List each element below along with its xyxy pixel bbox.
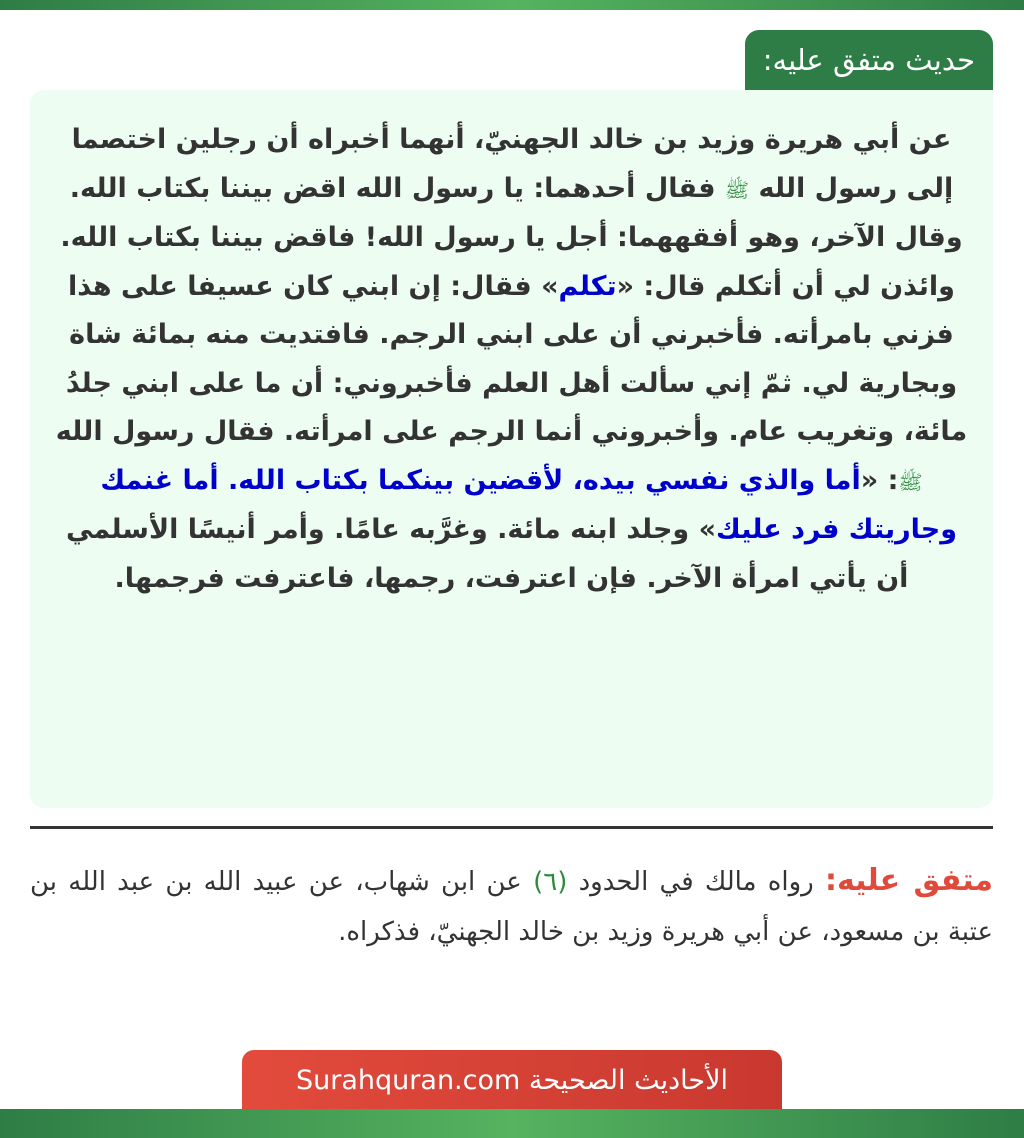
hadith-title: حديث متفق عليه: <box>762 43 975 77</box>
hadith-text-segment: فقال أحدهما: يا رسول الله اقض بيننا بكتاب الله. وقال الآخر، وهو أفقههما: أجل يا رسول الله! فاقض بيننا بكتاب الله. وائذن لي أن أتكلم قال: « <box>60 172 963 302</box>
site-footer-tab[interactable] <box>242 1050 782 1109</box>
source-number: (٦) <box>533 867 568 897</box>
hadith-body <box>48 116 975 603</box>
hadith-text-segment: عن أبي هريرة وزيد بن خالد الجهنيّ، أنهما أخبراه أن رجلين اختصما إلى رسول الله <box>71 124 954 204</box>
prophet-quote: أما والذي نفسي بيده، لأقضين بينكما بكتاب الله. أما غنمك وجاريتك فرد عليك <box>100 464 958 545</box>
source-label: متفق عليه: <box>824 863 994 898</box>
prophet-quote: تكلم <box>558 270 617 302</box>
source-text: رواه مالك في الحدود <box>567 867 825 897</box>
salawat-icon: ﷺ <box>898 469 923 494</box>
hadith-title-tab <box>745 30 993 90</box>
hadith-text-segment: » وجلد ابنه مائة. وغرَّبه عامًا. وأمر أنيسًا الأسلمي أن يأتي امرأة الآخر. فإن اعترفت، رجمها، فاعترفت فرجمها. <box>65 514 909 594</box>
bottom-decorative-bar <box>0 1109 1024 1138</box>
hadith-text-box <box>30 90 993 808</box>
hadith-text-segment: : « <box>860 464 899 496</box>
site-footer-label: الأحاديث الصحيحة Surahquran.com <box>296 1065 728 1096</box>
source-text: عن ابن شهاب، عن عبيد الله بن عبد الله بن عتبة بن مسعود، عن أبي هريرة وزيد بن خالد الجهنيّ، فذكراه. <box>30 867 993 947</box>
section-divider <box>30 826 993 829</box>
hadith-text-segment: » فقال: إن ابني كان عسيفا على هذا فزني بامرأته. فأخبرني أن على ابني الرجم. فافتديت منه بمائة شاة وبجارية لي. ثمّ إني سألت أهل العلم فأخبروني: أن ما على ابني جلدُ مائة، وتغريب عام. وأخبروني أنما الرجم على امرأته. فقال رسول الله <box>55 270 968 447</box>
salawat-icon: ﷺ <box>724 177 750 202</box>
top-decorative-bar <box>0 0 1024 10</box>
hadith-source <box>30 856 993 957</box>
